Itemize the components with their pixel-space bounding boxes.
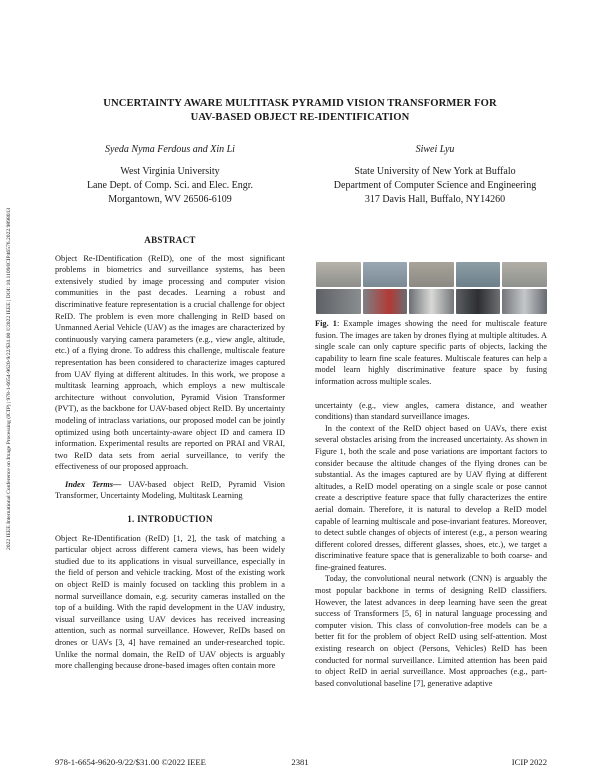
vehicle-photo bbox=[456, 289, 501, 314]
affiliation-right-line: Department of Computer Science and Engineering bbox=[333, 180, 537, 191]
vehicle-photo bbox=[363, 289, 408, 314]
vehicle-photo bbox=[502, 289, 547, 314]
introduction-heading: 1. INTRODUCTION bbox=[127, 514, 213, 525]
affiliation-right bbox=[305, 165, 565, 207]
vehicle-photo bbox=[316, 289, 361, 314]
author-names-right: Siwei Lyu bbox=[415, 144, 455, 155]
author-names-left: Syeda Nyma Ferdous and Xin Li bbox=[105, 144, 235, 155]
figure-caption-label: Fig. 1 bbox=[315, 319, 337, 328]
affiliation-left-line: Morgantown, WV 26506-6109 bbox=[108, 194, 232, 205]
paper-title bbox=[70, 97, 530, 124]
index-terms-text: UAV-based object ReID, Pyramid Vision Transformer, Uncertainty Modeling, Multitask Learning bbox=[55, 479, 285, 501]
introduction-body: Object Re-IDentification (ReID) [1, 2], the task of matching a particular object across different camera views, has been widely studied due to its applications in visual surveillance, especially in the field of person and vehicle tracking. Most of the existing work on object ReID is mainly focused on tackling this problem in a normal surveillance domain, e.g. security cameras installed on the top of a building. With the rapid development in the UAV industry, visual surveillance using UAV devices has received increasing attention, such as normal surveillance. However, ReIDs based on drones or UAVs [3, 4] have remained an under-researched topic. Unlike the normal domain, the ReID of UAV objects is arguably more challenging because drone-based images often contain more bbox=[55, 533, 285, 671]
title-line-2: UAV-BASED OBJECT RE-IDENTIFICATION bbox=[190, 111, 410, 123]
title-line-1: UNCERTAINTY AWARE MULTITASK PYRAMID VISION TRANSFORMER FOR bbox=[103, 98, 497, 109]
affiliation-left bbox=[40, 165, 300, 207]
index-terms bbox=[55, 479, 285, 502]
person-photo bbox=[456, 262, 501, 287]
affiliation-right-line: State University of New York at Buffalo bbox=[354, 166, 516, 177]
right-column bbox=[315, 318, 547, 689]
figure-1-image bbox=[316, 262, 547, 314]
person-photo bbox=[502, 262, 547, 287]
footer-left: 978-1-6654-9620-9/22/$31.00 ©2022 IEEE bbox=[55, 757, 206, 767]
figure-row-persons bbox=[316, 262, 547, 287]
right-paragraph-1: uncertainty (e.g., view angles, camera distance, and weather conditions) than standard surveillance images. bbox=[315, 400, 547, 422]
right-paragraph-2: In the context of the ReID object based on UAVs, there exist several obstacles arising from the increased uncertainty. As shown in Figure 1, both the scale and pose variations are important factors to consider because the altitude changes of the flying drones can be substantial. As the images captured are by UAV flying at different altitudes, a ReID model operating on a single scale or pose cannot create a descriptive feature space that fully characterizes the entire aerial domain. Therefore, it is natural to develop a ReID model capable of learning multiscale and pose-invariant features. Moreover, to detect subtle changes of objects of interest (e.g., a person wearing different colored dresses, different glasses, shoes, etc.), we target a discriminative feature space that is generalizable to both coarse- and fine-grained features. bbox=[315, 423, 547, 572]
figure-caption-text: : Example images showing the need for multiscale feature fusion. The images are taken by drones flying at multiple altitudes. A single scale can only capture specific parts of objects, lacking the capability to learn fine scale features. Multiscale features can help a model learn highly discriminative feature space by fusing information across multiple scales. bbox=[315, 319, 547, 386]
affiliation-left-line: Lane Dept. of Comp. Sci. and Elec. Engr. bbox=[86, 180, 254, 191]
person-photo bbox=[409, 262, 454, 287]
right-paragraph-3: Today, the convolutional neural network (CNN) is arguably the most popular backbone in terms of designing ReID classifiers. However, the latest advances in deep learning have seen the great success of Transformers [5, 6] in natural language processing and computer vision. This class of convolution-free models can be a better fit for the problem of object ReID using self-attention. Most existing research on object (Persons, Vehicles) ReID has been conducted for normal surveillance. Limited attention has been paid to object ReID in aerial surveillance. Most approaches (e.g., part-based convolutional baseline [7], generative adaptive bbox=[315, 574, 547, 688]
person-photo bbox=[363, 262, 408, 287]
affiliation-right-line: 317 Davis Hall, Buffalo, NY14260 bbox=[364, 194, 506, 205]
figure-row-vehicles bbox=[316, 289, 547, 314]
abstract-body: Object Re-IDentification (ReID), one of the most significant problems in biometrics and surveillance systems, has been extensively studied by image processing and computer vision communities in the past decades. Learning a robust and discriminative feature representation is a crucial challenge for object ReID. The problem is even more challenging in ReID based on Unmanned Aerial Vehicle (UAV) as the images are characterized by continuously varying camera parameters (e.g., view angle, altitude, etc.) of a flying drone. To address this challenge, multiscale feature representation has been considered to characterize images captured from UAV flying at different altitudes. In this work, we propose a multitask learning approach, which employs a new multiscale architecture without convolution, Pyramid Vision Transformer (PVT), as the backbone for UAV-based object ReID. By uncertainty modeling of intraclass variations, our proposed model can be jointly optimized using both uncertainty-aware object ID and camera ID information. Experimental results are reported on PRAI and VRAI, two ReID data sets from aerial surveillance, to verify the effectiveness of our proposed approach. bbox=[55, 253, 285, 472]
figure-caption bbox=[315, 318, 547, 388]
page-number: 2381 bbox=[291, 757, 309, 767]
person-photo bbox=[316, 262, 361, 287]
index-terms-label: Index Terms— bbox=[65, 479, 122, 489]
abstract-heading: ABSTRACT bbox=[144, 235, 196, 245]
footer-right: ICIP 2022 bbox=[511, 757, 547, 767]
sidebar-citation: 2022 IEEE International Conference on Image Processing (ICIP) | 978-1-6654-9620-9/22/$31.00 ©2022 IEEE | DOI: 10.1109/ICIP46576.2022.9898013 bbox=[6, 207, 12, 550]
left-column bbox=[55, 235, 285, 672]
affiliation-left-line: West Virginia University bbox=[120, 166, 220, 177]
vehicle-photo bbox=[409, 289, 454, 314]
